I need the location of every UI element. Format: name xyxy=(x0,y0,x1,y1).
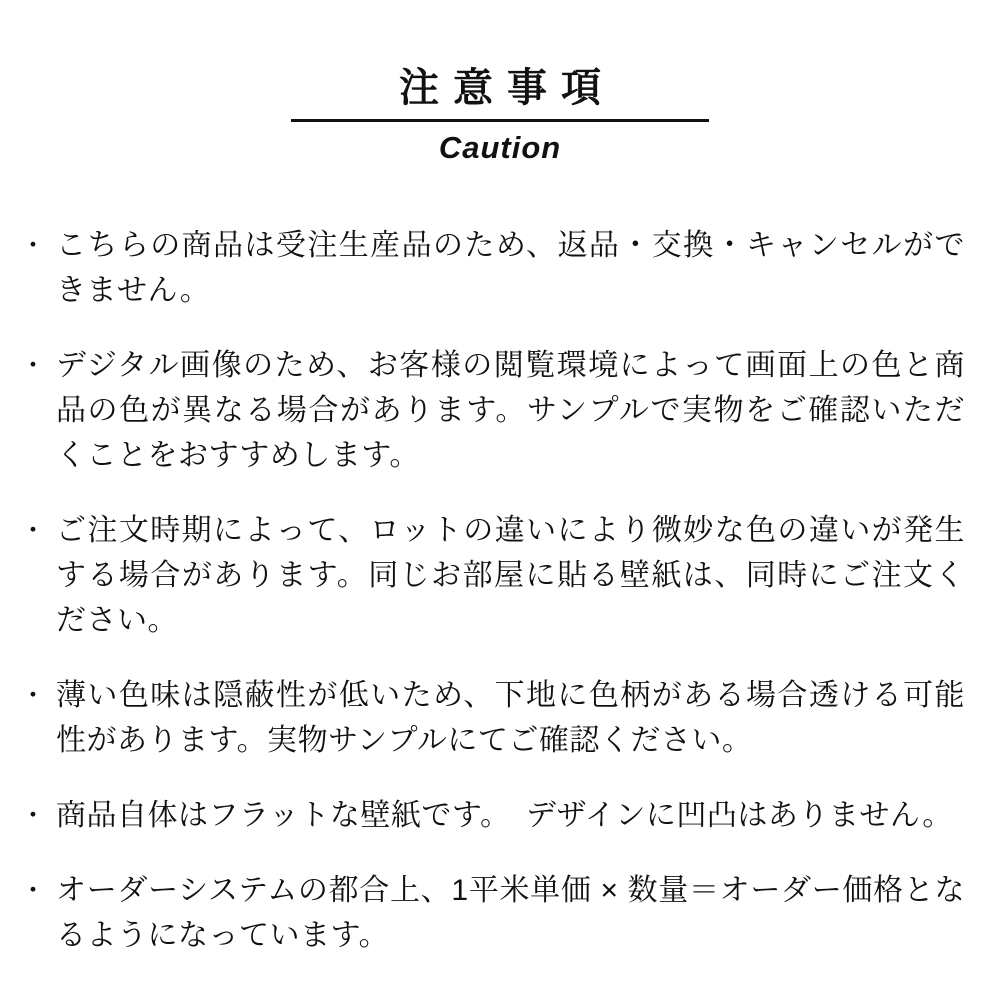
list-item xyxy=(20,793,965,838)
page-title: 注意事項 xyxy=(399,66,615,110)
bullet-marker: ・ xyxy=(20,230,47,261)
note-text: オーダーシステムの都合上、1平米単価 × 数量＝オーダー価格となるようになっています。 xyxy=(56,874,965,953)
note-text: デジタル画像のため、お客様の閲覧環境によって画面上の色と商品の色が異なる場合があります。サンプルで実物をご確認いただくことをおすすめします。 xyxy=(56,349,965,473)
note-text: 商品自体はフラットな壁紙です。 デザインに凹凸はありません。 xyxy=(56,799,953,833)
page-header xyxy=(0,0,1000,166)
list-item xyxy=(20,343,965,478)
bullet-marker: ・ xyxy=(20,680,47,711)
title-divider xyxy=(291,119,709,122)
bullet-marker: ・ xyxy=(20,800,47,831)
caution-list xyxy=(0,223,1000,958)
list-item xyxy=(20,508,965,643)
list-item xyxy=(20,223,965,313)
note-text: こちらの商品は受注生産品のため、返品・交換・キャンセルができません。 xyxy=(56,229,965,308)
list-item xyxy=(20,673,965,763)
page-subtitle: Caution xyxy=(438,130,562,165)
list-item xyxy=(20,868,965,958)
note-text: ご注文時期によって、ロットの違いにより微妙な色の違いが発生する場合があります。同じお部屋に貼る壁紙は、同時にご注文ください。 xyxy=(56,514,965,638)
bullet-marker: ・ xyxy=(20,515,47,546)
note-text: 薄い色味は隠蔽性が低いため、下地に色柄がある場合透ける可能性があります。実物サンプルにてご確認ください。 xyxy=(56,679,965,758)
bullet-marker: ・ xyxy=(20,350,47,381)
bullet-marker: ・ xyxy=(20,875,47,906)
